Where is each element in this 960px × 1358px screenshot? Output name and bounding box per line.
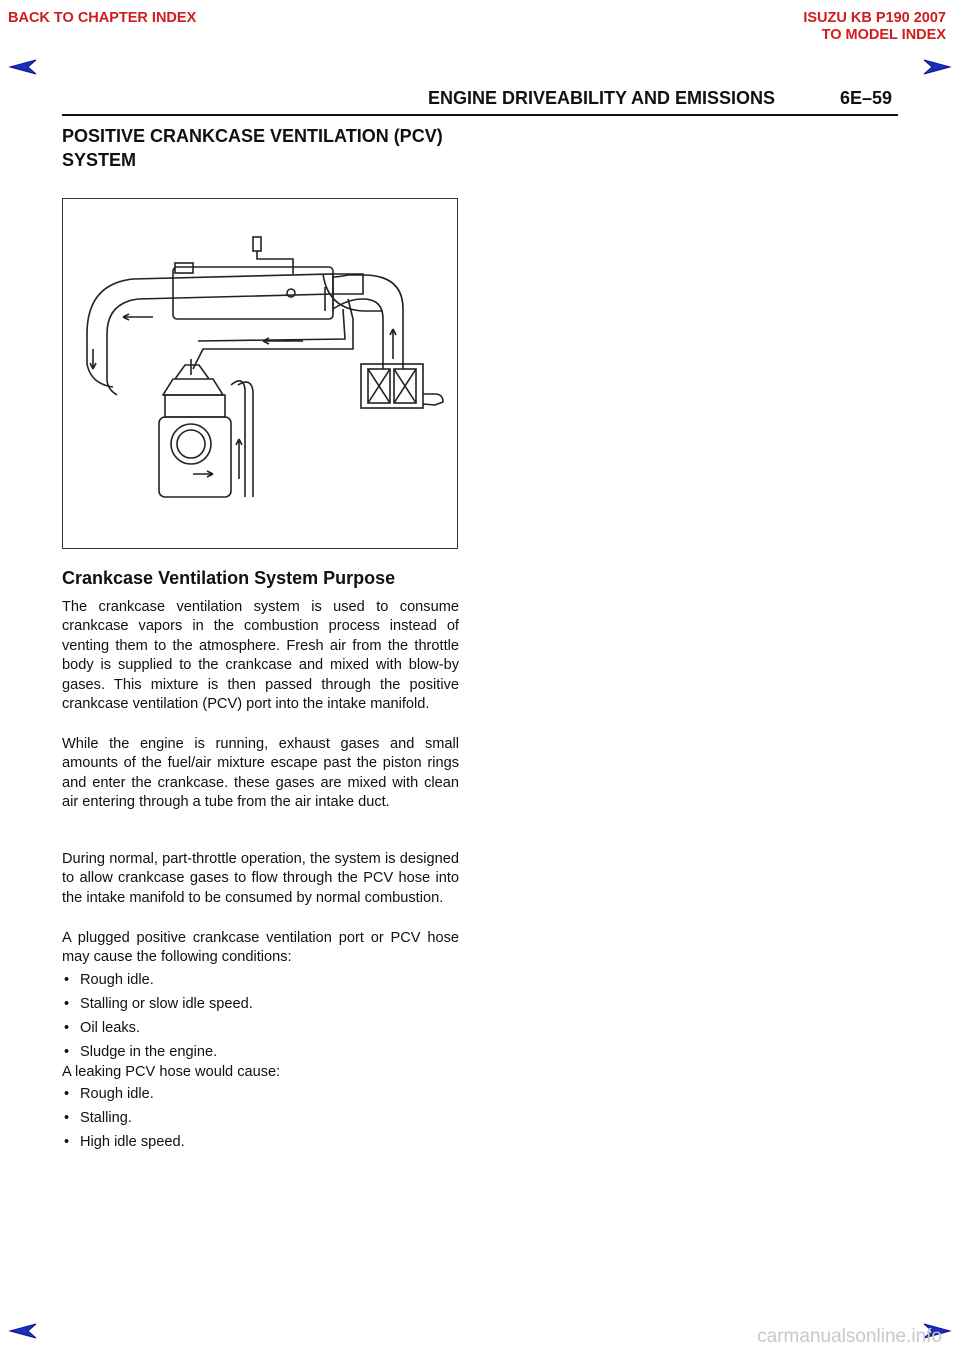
header-divider xyxy=(62,114,898,116)
list-item: • Rough idle. xyxy=(64,972,154,988)
watermark: carmanualsonline.info xyxy=(757,1326,942,1347)
plugged-conditions-list xyxy=(62,971,459,1067)
section-title: POSITIVE CRANKCASE VENTILATION (PCV) SYSTEM xyxy=(62,126,443,170)
paragraph-part-throttle: During normal, part-throttle operation, the system is designed to allow crankcase gases to flow through the PCV hose into the intake manifold to be consumed by normal combustion. xyxy=(62,851,459,906)
pcv-system-diagram xyxy=(62,198,458,549)
paragraph-system-purpose: The crankcase ventilation system is used to consume crankcase vapors in the combustion process instead of venting them to the atmosphere. Fresh air from the throttle body is supplied to the crankcase and mixed with blow-by gases. This mixture is then passed through the positive crankcase ventilation (PCV) port into the intake manifold. xyxy=(62,599,459,713)
list-item: • Rough idle. xyxy=(64,1086,154,1102)
back-to-chapter-index-link[interactable]: BACK TO CHAPTER INDEX xyxy=(8,10,197,26)
page-number: 6E–59 xyxy=(840,88,893,108)
paragraph-plugged-pcv: A plugged positive crankcase ventilation port or PCV hose may cause the following conditions: xyxy=(62,930,459,966)
list-item: • Oil leaks. xyxy=(64,1020,141,1036)
list-item: • Sludge in the engine. xyxy=(64,1044,218,1060)
leak-conditions-list xyxy=(62,1085,459,1157)
list-item: • Stalling or slow idle speed. xyxy=(64,996,253,1012)
paragraph-engine-running: While the engine is running, exhaust gases and small amounts of the fuel/air mixture escape past the piston rings and enter the crankcase. these gases are mixed with clean air entering through a tube from the air intake duct. xyxy=(62,736,459,811)
to-model-index-label: TO MODEL INDEX xyxy=(821,27,946,43)
prev-page-arrow-icon[interactable] xyxy=(8,58,38,76)
leak-intro-text: A leaking PCV hose would cause: xyxy=(62,1064,281,1080)
list-item: • Stalling. xyxy=(64,1110,132,1126)
model-index-link[interactable] xyxy=(803,10,946,44)
model-title: ISUZU KB P190 2007 xyxy=(803,10,946,26)
next-page-arrow-icon[interactable] xyxy=(922,58,952,76)
list-item: • High idle speed. xyxy=(64,1134,185,1150)
purpose-heading: Crankcase Ventilation System Purpose xyxy=(62,568,396,588)
header-title: ENGINE DRIVEABILITY AND EMISSIONS xyxy=(428,88,776,108)
prev-page-arrow-bottom-icon[interactable] xyxy=(8,1322,38,1340)
